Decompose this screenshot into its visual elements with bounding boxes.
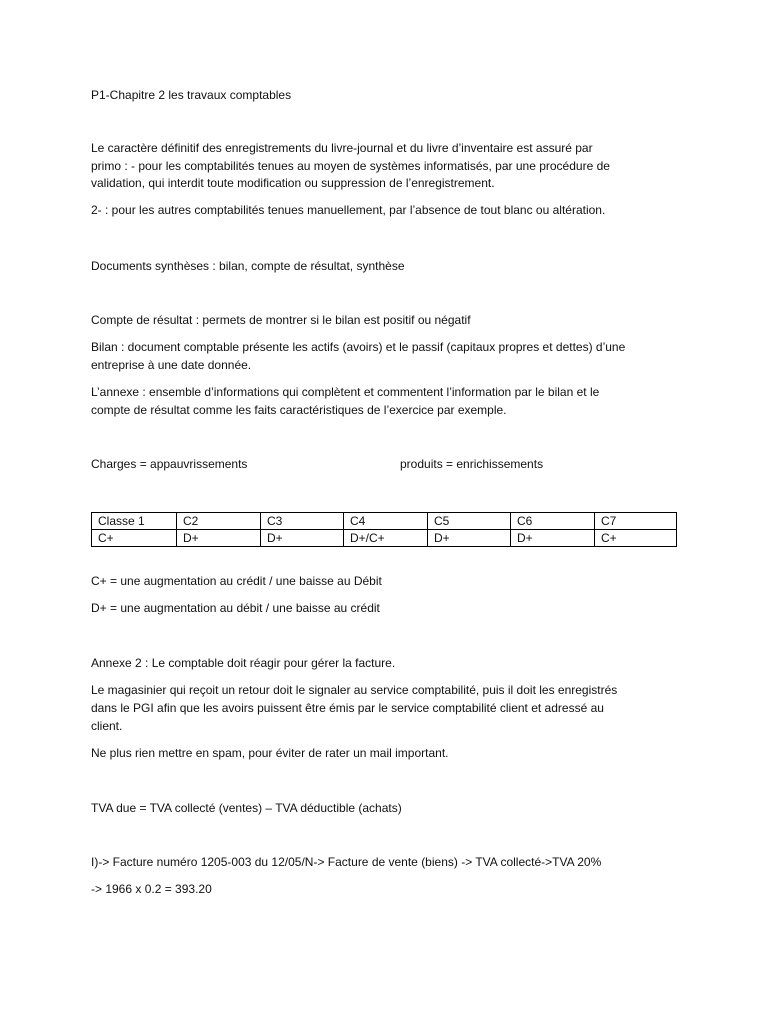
table-cell: C5: [428, 513, 511, 530]
spam-paragraph: Ne plus rien mettre en spam, pour éviter de rater un mail important.: [91, 746, 449, 760]
c-plus-definition: C+ = une augmentation au crédit / une baisse au Débit: [91, 574, 382, 588]
table-cell: C6: [511, 513, 595, 530]
magasinier-line-2: dans le PGI afin que les avoirs puissent être émis par le service comptabilité client et adressé au: [91, 701, 604, 715]
definitif-line-2: primo : - pour les comptabilités tenues au moyen de systèmes informatisés, par une procédure de: [91, 159, 610, 173]
annexe-line-1: L’annexe : ensemble d’informations qui complètent et commentent l’information par le bilan et le: [91, 385, 600, 399]
facture-paragraph: I)-> Facture numéro 1205-003 du 12/05/N-> Facture de vente (biens) -> TVA collecté->TVA 20%: [91, 855, 602, 869]
table-cell: C+: [92, 530, 177, 547]
d-plus-definition: D+ = une augmentation au débit / une baisse au crédit: [91, 601, 380, 615]
table-cell: D+: [177, 530, 261, 547]
table-cell: C7: [595, 513, 677, 530]
table-header-row: [92, 513, 677, 530]
calcul-paragraph: -> 1966 x 0.2 = 393.20: [91, 882, 212, 896]
table-cell: D+: [428, 530, 511, 547]
page-heading: P1-Chapitre 2 les travaux comptables: [91, 88, 292, 102]
produits-text: produits = enrichissements: [400, 457, 544, 471]
table-cell: D+/C+: [344, 530, 428, 547]
classes-table: [91, 512, 677, 547]
documents-paragraph: Documents synthèses : bilan, compte de résultat, synthèse: [91, 259, 405, 273]
annexe2-paragraph: Annexe 2 : Le comptable doit réagir pour gérer la facture.: [91, 656, 396, 670]
table-cell: C3: [261, 513, 344, 530]
definitif-line-3: validation, qui interdit toute modification ou suppression de l’enregistrement.: [91, 176, 495, 190]
compte-resultat-paragraph: Compte de résultat : permets de montrer si le bilan est positif ou négatif: [91, 313, 471, 327]
magasinier-line-1: Le magasinier qui reçoit un retour doit le signaler au service comptabilité, puis il doit les enregistrés: [91, 683, 618, 697]
definitif-line-1: Le caractère définitif des enregistrements du livre-journal et du livre d’inventaire est assuré par: [91, 141, 593, 155]
table-cell: Classe 1: [92, 513, 177, 530]
table-cell: C4: [344, 513, 428, 530]
charges-text: Charges = appauvrissements: [91, 457, 248, 471]
table-cell: C+: [595, 530, 677, 547]
annexe-line-2: compte de résultat comme les faits caractéristiques de l’exercice par exemple.: [91, 403, 507, 417]
table-cell: C2: [177, 513, 261, 530]
bilan-line-1: Bilan : document comptable présente les actifs (avoirs) et le passif (capitaux propres et dettes) d’une: [91, 340, 626, 354]
tva-due-formula: TVA due = TVA collecté (ventes) – TVA déductible (achats): [91, 801, 402, 815]
magasinier-line-3: client.: [91, 719, 123, 733]
table-row: [92, 530, 677, 547]
bilan-line-2: entreprise à une date donnée.: [91, 358, 252, 372]
table-cell: D+: [511, 530, 595, 547]
table-cell: D+: [261, 530, 344, 547]
manuel-paragraph: 2- : pour les autres comptabilités tenues manuellement, par l’absence de tout blanc ou altération.: [91, 203, 606, 217]
